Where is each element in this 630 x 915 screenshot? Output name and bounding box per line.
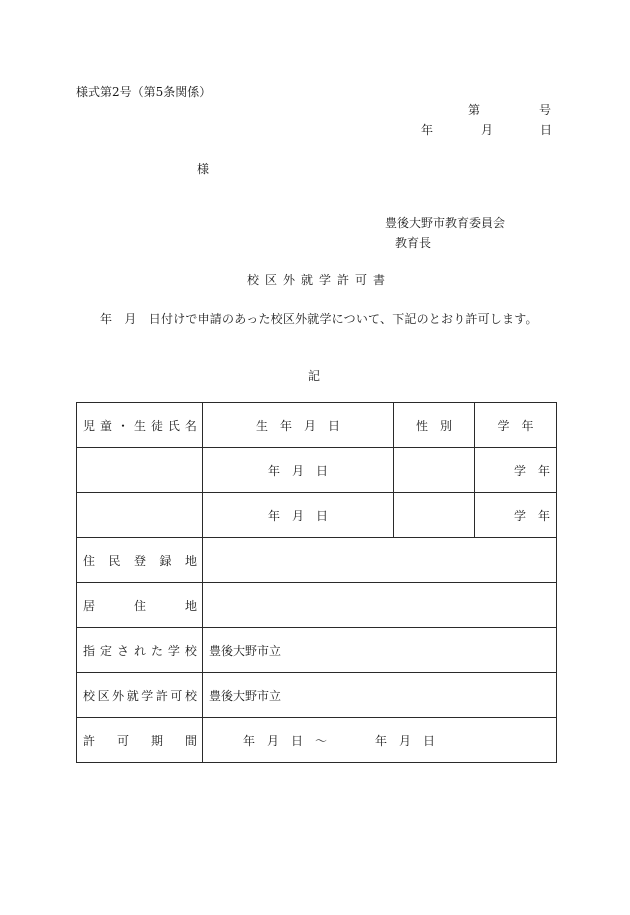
designated-school-value[interactable]: 豊後大野市立	[203, 628, 557, 673]
label-char: 児	[83, 418, 96, 433]
label-char: 氏	[167, 418, 180, 433]
label-char: 就	[126, 688, 139, 703]
table-header-row	[77, 403, 557, 448]
label-char: 住	[83, 553, 96, 568]
label-char: 学	[167, 643, 180, 658]
permission-period-row	[77, 718, 557, 763]
body-text: 年 月 日付けで申請のあった校区外就学について、下記のとおり許可します。	[100, 312, 538, 326]
grade-header: 学 年	[475, 403, 557, 448]
label-char: 徒	[150, 418, 163, 433]
issuer-title: 教育長	[395, 236, 432, 250]
label-char: 録	[159, 553, 172, 568]
label-char: 居	[83, 598, 96, 613]
birthdate-cell[interactable]: 年 月 日	[203, 493, 394, 538]
table-row	[77, 493, 557, 538]
grade-cell[interactable]: 学 年	[475, 448, 557, 493]
label-char: た	[150, 643, 163, 658]
form-number: 様式第2号（第5条関係）	[76, 85, 212, 99]
label-char: 可	[116, 733, 129, 748]
residence-row	[77, 583, 557, 628]
label-char: 学	[141, 688, 154, 703]
issue-date-month: 月	[481, 123, 494, 137]
designated-school-row	[77, 628, 557, 673]
period-end: 年 月 日	[375, 733, 436, 748]
residence-value[interactable]	[203, 583, 557, 628]
label-char: 可	[170, 688, 183, 703]
registered-address-label	[77, 538, 203, 583]
student-name-cell[interactable]	[77, 448, 203, 493]
designated-school-label	[77, 628, 203, 673]
label-char: 定	[99, 643, 112, 658]
issue-date-day: 日	[540, 123, 553, 137]
document-number-prefix: 第	[468, 103, 481, 117]
label-char: 区	[97, 688, 110, 703]
label-char: ・	[116, 418, 129, 433]
label-char: れ	[133, 643, 146, 658]
gender-cell[interactable]	[394, 493, 475, 538]
label-char: さ	[116, 643, 129, 658]
student-name-cell[interactable]	[77, 493, 203, 538]
label-char: 住	[133, 598, 146, 613]
label-char: 校	[184, 688, 197, 703]
label-char: 校	[83, 688, 96, 703]
birthdate-cell[interactable]: 年 月 日	[203, 448, 394, 493]
label-char: 間	[184, 733, 197, 748]
grade-cell[interactable]: 学 年	[475, 493, 557, 538]
student-name-header	[77, 403, 203, 448]
residence-label	[77, 583, 203, 628]
period-start: 年 月 日 ～	[243, 733, 328, 748]
label-char: 指	[83, 643, 96, 658]
permitted-school-value[interactable]: 豊後大野市立	[203, 673, 557, 718]
label-char: 地	[184, 553, 197, 568]
label-char: 生	[133, 418, 146, 433]
label-char: 名	[184, 418, 197, 433]
registered-address-value[interactable]	[203, 538, 557, 583]
permission-period-value[interactable]	[203, 718, 557, 763]
recipient-honorific: 様	[197, 162, 210, 176]
permission-period-label	[77, 718, 203, 763]
label-char: 期	[150, 733, 163, 748]
label-char: 童	[99, 418, 112, 433]
document-number-suffix: 号	[539, 103, 552, 117]
issue-date-year: 年	[421, 123, 434, 137]
label-char: 校	[184, 643, 197, 658]
label-char: 外	[112, 688, 125, 703]
document-title: 校区外就学許可書	[247, 273, 392, 287]
permitted-school-label	[77, 673, 203, 718]
birthdate-header: 生 年 月 日	[203, 403, 394, 448]
label-char: 許	[83, 733, 96, 748]
table-row	[77, 448, 557, 493]
permission-table	[76, 402, 557, 763]
gender-header: 性 別	[394, 403, 475, 448]
label-char: 地	[184, 598, 197, 613]
address-row	[77, 538, 557, 583]
label-char: 登	[133, 553, 146, 568]
issuer-organization: 豊後大野市教育委員会	[385, 216, 506, 230]
label-char: 民	[108, 553, 121, 568]
gender-cell[interactable]	[394, 448, 475, 493]
permitted-school-row	[77, 673, 557, 718]
ki-heading: 記	[308, 369, 321, 383]
label-char: 許	[155, 688, 168, 703]
